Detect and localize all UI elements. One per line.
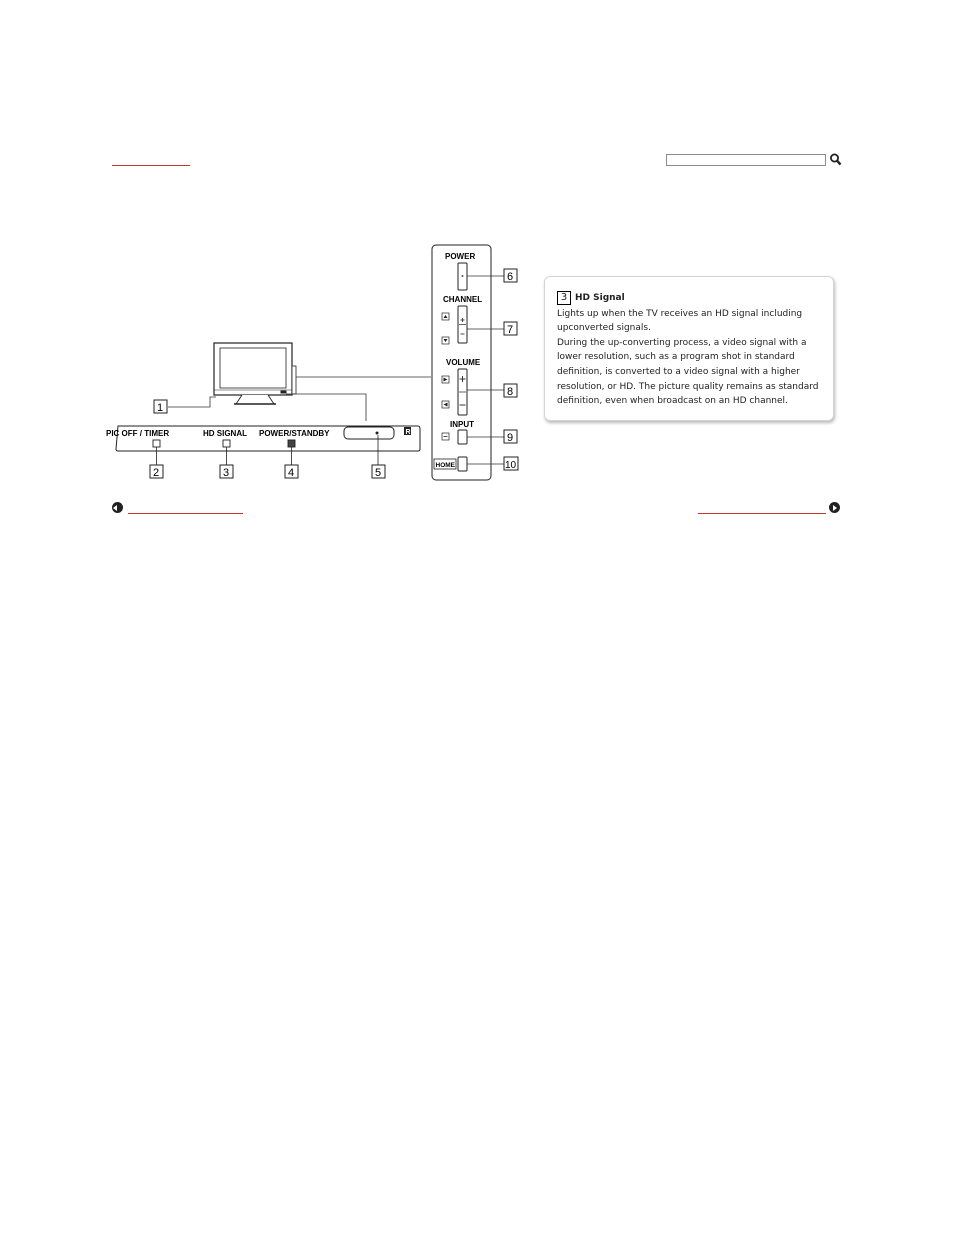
- power-standby-label: POWER/STANDBY: [259, 429, 330, 438]
- callout-number-8: [504, 384, 517, 398]
- remote-sensor-window: [344, 427, 394, 439]
- callout-number: 3: [557, 291, 571, 305]
- callout-text-1: Lights up when the TV receives an HD signal including upconverted signals.: [557, 308, 803, 334]
- svg-text:4: 4: [288, 467, 295, 479]
- power-standby-indicator: [288, 440, 295, 447]
- callout-number-5: [372, 465, 385, 479]
- svg-text:5: 5: [375, 467, 382, 479]
- hd-signal-indicator: [223, 440, 230, 447]
- next-link-text: [698, 501, 826, 514]
- svg-text:9: 9: [507, 432, 514, 444]
- top-link[interactable]: [112, 151, 190, 166]
- home-label: HOME: [435, 462, 455, 469]
- input-button: [458, 430, 467, 444]
- tv-illustration: [214, 343, 296, 404]
- svg-text:6: 6: [507, 271, 514, 283]
- hd-signal-label: HD SIGNAL: [203, 429, 247, 438]
- power-label: POWER: [445, 252, 476, 261]
- pic-off-timer-indicator: [153, 440, 160, 447]
- callout-title: HD Signal: [575, 293, 625, 303]
- search-input[interactable]: [666, 154, 826, 166]
- callout-number-7: [504, 322, 517, 336]
- callout-number-1: [154, 400, 167, 414]
- svg-text:3: 3: [223, 467, 230, 479]
- callout-number-10: [504, 457, 518, 471]
- svg-text:8: 8: [507, 386, 514, 398]
- input-label: INPUT: [450, 420, 474, 429]
- home-button: [458, 457, 467, 471]
- previous-link-text: [128, 501, 243, 514]
- callout-number-9: [504, 430, 517, 444]
- remote-badge: R: [405, 429, 411, 436]
- pic-off-timer-label: PIC OFF / TIMER: [106, 429, 170, 438]
- svg-text:2: 2: [153, 467, 160, 479]
- svg-text:7: 7: [507, 324, 514, 336]
- svg-text:1: 1: [157, 402, 164, 414]
- tv-controls-diagram: [106, 243, 522, 483]
- svg-text:10: 10: [505, 460, 517, 471]
- arrow-right-icon: [829, 502, 840, 513]
- previous-page-link[interactable]: [112, 501, 243, 514]
- callout-number-2: [150, 465, 163, 479]
- next-page-link[interactable]: [698, 501, 840, 514]
- callout-text-2: During the up-converting process, a video signal with a lower resolution, such as a program shot in standard definition, is converted to a video signal with a higher resolution, or HD. The picture quality remains as standard definition, even when broadcast on an HD channel.: [557, 337, 819, 407]
- callout-number-3: [220, 465, 233, 479]
- channel-label: CHANNEL: [443, 295, 483, 304]
- callout-number-4: [285, 465, 298, 479]
- arrow-left-icon: [112, 502, 123, 513]
- hd-signal-callout: [544, 276, 834, 421]
- volume-label: VOLUME: [446, 358, 481, 367]
- search-icon: [829, 152, 843, 168]
- callout-number-6: [504, 269, 517, 283]
- search-button[interactable]: [829, 152, 843, 168]
